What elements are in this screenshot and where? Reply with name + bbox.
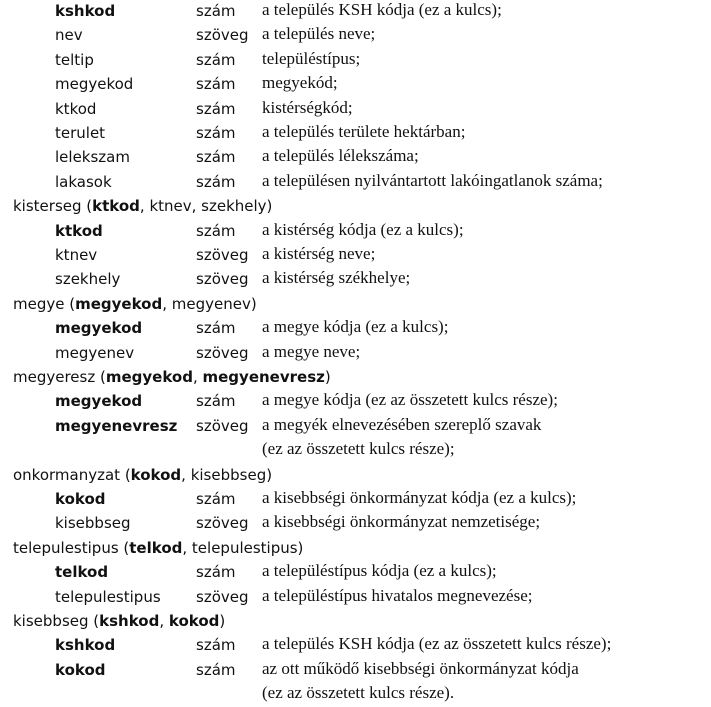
field-type: szöveg	[196, 343, 249, 362]
key-field-ref: kokod	[168, 612, 220, 630]
field-type: szám	[196, 636, 236, 655]
field-description: a kistérség kódja (ez a kulcs);	[262, 219, 464, 239]
heading-text: , ktnev, szekhely)	[139, 197, 273, 216]
heading-text: , kisebbseg)	[181, 465, 273, 484]
field-type: szöveg	[196, 26, 249, 45]
field-type: szám	[196, 660, 236, 679]
heading-text: , telepulestipus)	[182, 538, 304, 557]
field-description: a megye kódja (ez az összetett kulcs része);	[262, 390, 558, 410]
key-field-ref: megyenevresz	[202, 368, 325, 386]
key-field-ref: kshkod	[99, 612, 160, 630]
field-type: szám	[196, 392, 236, 411]
heading-text: megyeresz (	[13, 368, 106, 386]
field-name: lelekszam	[55, 148, 130, 167]
heading-text: onkormanyzat (	[13, 465, 131, 484]
field-name: nev	[55, 26, 83, 45]
heading-text: kisebbseg (	[13, 612, 100, 630]
field-description: az ott működő kisebbségi önkormányzat kódja	[262, 658, 579, 678]
heading-text: kisterseg (	[13, 197, 93, 216]
field-type: szám	[196, 172, 236, 191]
heading-text: )	[324, 368, 331, 386]
field-description: a megyék elnevezésében szereplő szavak	[262, 414, 542, 434]
field-description: településtípus;	[262, 48, 361, 68]
key-field-ref: kokod	[130, 465, 182, 484]
field-name: kshkod	[55, 636, 116, 655]
field-description: a kistérség székhelye;	[262, 268, 411, 288]
field-name: ktkod	[55, 221, 103, 240]
field-description: a település lélekszáma;	[262, 146, 419, 166]
heading-text: , megyenev)	[162, 294, 257, 313]
field-description: a kistérség neve;	[262, 244, 376, 263]
field-description: a kisebbségi önkormányzat kódja (ez a kulcs);	[262, 488, 577, 507]
table-heading	[13, 539, 303, 557]
field-type: szöveg	[196, 587, 249, 606]
field-description: a megye kódja (ez a kulcs);	[262, 317, 449, 337]
key-field-ref: megyekod	[105, 368, 193, 386]
field-type: szám	[196, 563, 236, 582]
key-field-ref: megyekod	[75, 294, 163, 313]
field-name: megyekod	[55, 319, 143, 338]
field-description-continued: (ez az összetett kulcs része).	[262, 683, 455, 703]
field-name: teltip	[55, 50, 94, 69]
field-type: szöveg	[196, 514, 249, 533]
table-heading	[13, 466, 272, 484]
field-type: szöveg	[196, 270, 249, 289]
field-name: megyenev	[55, 343, 135, 362]
field-name: megyekod	[55, 392, 143, 411]
field-name: ktkod	[55, 99, 97, 118]
field-description: kistérségkód;	[262, 97, 353, 117]
field-description: megyekód;	[262, 73, 338, 93]
heading-text: megye (	[13, 294, 76, 313]
field-description: a település KSH kódja (ez a kulcs);	[262, 0, 502, 19]
field-name: megyekod	[55, 75, 134, 94]
field-type: szám	[196, 75, 236, 94]
field-type: szám	[196, 99, 236, 118]
key-field-ref: ktkod	[92, 197, 140, 216]
field-type: szám	[196, 221, 236, 240]
field-type: szám	[196, 124, 236, 142]
field-type: szám	[196, 148, 236, 167]
field-type: szám	[196, 50, 236, 69]
field-name: kisebbseg	[55, 514, 131, 533]
field-name: terulet	[55, 124, 106, 142]
field-name: telkod	[55, 563, 109, 582]
field-type: szöveg	[196, 416, 249, 435]
table-heading	[13, 197, 272, 215]
field-type: szám	[196, 490, 236, 508]
field-description: a kisebbségi önkormányzat nemzetisége;	[262, 512, 541, 532]
table-heading	[13, 612, 225, 630]
field-description: a település területe hektárban;	[262, 122, 466, 141]
field-type: szám	[196, 2, 236, 20]
key-field-ref: telkod	[129, 538, 183, 557]
field-name: telepulestipus	[55, 587, 161, 606]
field-name: kokod	[55, 490, 106, 508]
field-description: a település neve;	[262, 24, 376, 44]
field-description: a megye neve;	[262, 341, 361, 361]
field-description: a településen nyilvántartott lakóingatlanok száma;	[262, 170, 603, 190]
field-name: megyenevresz	[55, 416, 178, 435]
table-heading	[13, 368, 331, 386]
heading-text: )	[219, 612, 226, 630]
field-description-continued: (ez az összetett kulcs része);	[262, 439, 455, 459]
field-name: ktnev	[55, 246, 98, 264]
field-name: szekhely	[55, 270, 121, 289]
field-type: szám	[196, 319, 236, 338]
heading-text: ,	[159, 612, 169, 630]
field-description: a településtípus hivatalos megnevezése;	[262, 585, 533, 605]
heading-text: telepulestipus (	[13, 538, 130, 557]
table-heading	[13, 295, 257, 313]
field-name: kshkod	[55, 2, 116, 20]
field-name: kokod	[55, 660, 106, 679]
field-description: a település KSH kódja (ez az összetett kulcs része);	[262, 634, 612, 654]
field-description: a településtípus kódja (ez a kulcs);	[262, 561, 497, 581]
field-type: szöveg	[196, 246, 249, 264]
heading-text: ,	[192, 368, 203, 386]
field-name: lakasok	[55, 172, 112, 191]
